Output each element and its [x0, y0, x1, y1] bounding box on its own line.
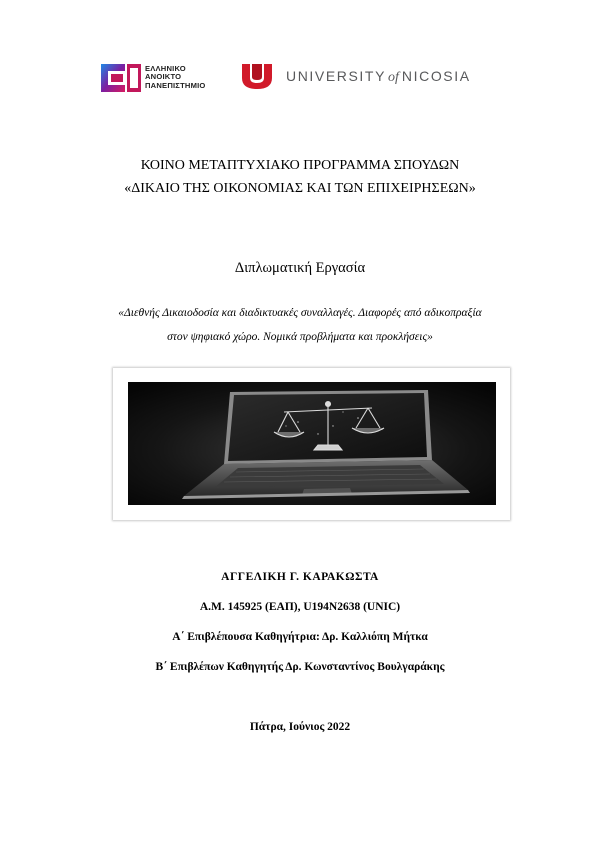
unic-logo-of: of: [388, 70, 399, 85]
laptop-scales-image: [128, 382, 496, 505]
eap-logo-text: [145, 65, 206, 90]
first-supervisor: Α΄ Επιβλέπουσα Καθηγήτρια: Δρ. Καλλιόπη Μήτκα: [172, 631, 428, 643]
place-and-date: Πάτρα, Ιούνιος 2022: [249, 721, 351, 733]
unic-logo-text: [286, 68, 471, 86]
registration-numbers: Α.Μ. 145925 (ΕΑΠ), U194N2638 (UNIC): [199, 601, 401, 613]
cover-image-frame: [113, 368, 510, 520]
second-supervisor: Β΄ Επιβλέπων Καθηγητής Δρ. Κωνσταντίνος Βουλγαράκης: [155, 661, 445, 673]
unic-logo-icon: [240, 62, 274, 90]
eap-logo: [99, 62, 229, 94]
eap-logo-icon: [99, 62, 143, 94]
author-name: ΑΓΓΕΛΙΚΗ Γ. ΚΑΡΑΚΩΣΤΑ: [221, 571, 379, 583]
program-title-line-1: ΚΟΙΝΟ ΜΕΤΑΠΤΥΧΙΑΚΟ ΠΡΟΓΡΑΜΜΑ ΣΠΟΥΔΩΝ: [140, 158, 460, 173]
thesis-title-line-1: «Διεθνής Δικαιοδοσία και διαδικτυακές συναλλαγές. Διαφορές από αδικοπραξία: [118, 307, 482, 319]
thesis-title-line-2: στον ψηφιακό χώρο. Νομικά προβλήματα και προκλήσεις»: [167, 331, 433, 343]
eap-logo-line: ΑΝΟΙΚΤΟ: [145, 72, 182, 82]
eap-logo-line: ΠΑΝΕΠΙΣΤΗΜΙΟ: [145, 80, 206, 90]
unic-logo-word: UNIVERSITY: [286, 68, 387, 84]
eap-logo-line: ΕΛΛΗΝΙΚΟ: [145, 64, 186, 73]
program-title-line-2: «ΔΙΚΑΙΟ ΤΗΣ ΟΙΚΟΝΟΜΙΑΣ ΚΑΙ ΤΩΝ ΕΠΙΧΕΙΡΗΣΕΩΝ»: [124, 181, 476, 196]
unic-logo: [240, 62, 500, 90]
document-type: Διπλωματική Εργασία: [234, 260, 366, 276]
unic-logo-word: NICOSIA: [401, 68, 471, 84]
